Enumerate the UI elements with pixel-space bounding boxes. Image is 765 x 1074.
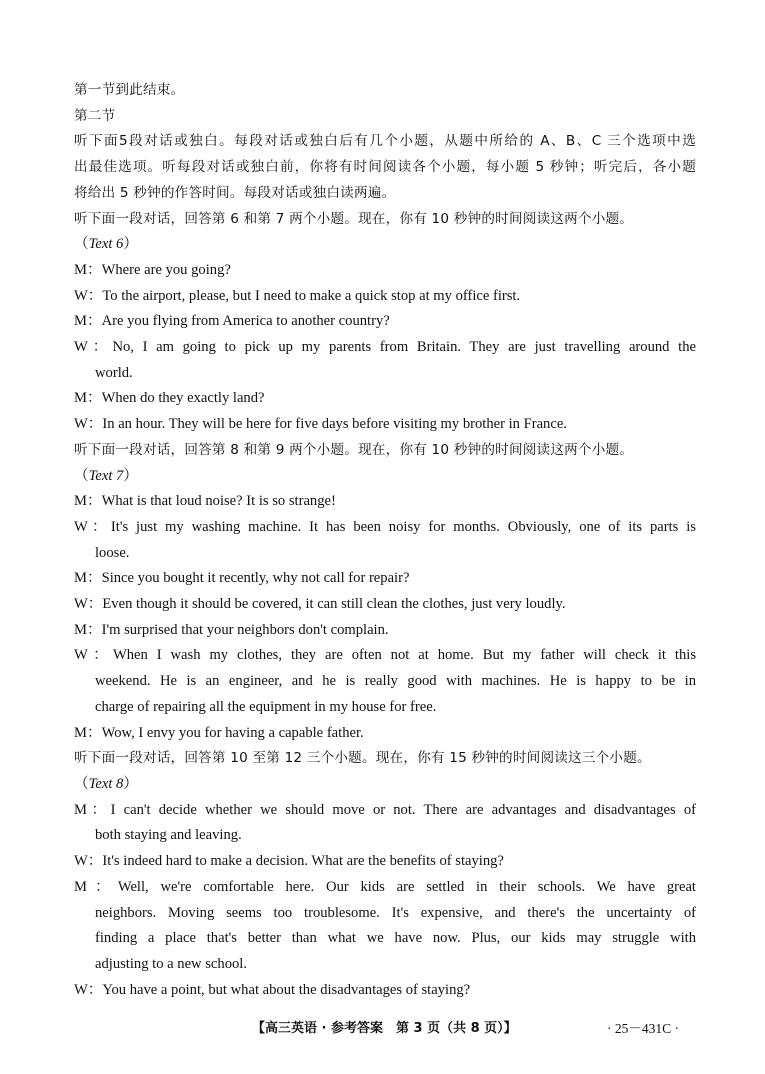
- dialogue-line: [74, 875, 696, 901]
- speaker: M: [74, 878, 87, 895]
- utterance: I'm surprised that your neighbors don't complain.: [101, 621, 389, 638]
- dialogue-line: [74, 412, 696, 438]
- instruction-line-3: 将给出 5 秒钟的作答时间。每段对话或独白读两遍。: [74, 184, 396, 201]
- label-paren-close: ）: [123, 467, 138, 484]
- dialogue-line: [74, 592, 696, 618]
- dialogue-continuation: finding a place that's better than what we have now. Plus, our kids may struggle with: [95, 930, 696, 947]
- speaker: M: [74, 724, 87, 741]
- utterance: It's just my washing machine. It has been noisy for months. Obviously, one of its parts is: [110, 518, 696, 535]
- text6-prompt: 听下面一段对话，回答第 6 和第 7 两个小题。现在，你有 10 秒钟的时间阅读这两个小题。: [74, 210, 634, 227]
- utterance: Wow, I envy you for having a capable father.: [101, 724, 364, 741]
- dialogue-continuation: adjusting to a new school.: [95, 955, 247, 972]
- speaker: M: [74, 313, 87, 330]
- dialogue-line: [74, 618, 696, 644]
- dialogue-line: [74, 643, 696, 669]
- utterance: In an hour. They will be here for five days before visiting my brother in France.: [102, 416, 567, 433]
- utterance: You have a point, but what about the disadvantages of staying?: [102, 981, 471, 998]
- separator: ：: [86, 570, 102, 587]
- footer-page-info: 【高三英语 · 参考答案 第 3 页（共 8 页）】: [252, 1021, 517, 1036]
- dialogue-line: [74, 309, 696, 335]
- dialogue-line: [74, 721, 696, 747]
- separator: ：: [86, 313, 102, 330]
- speaker: M: [74, 261, 87, 278]
- speaker: W: [74, 416, 88, 433]
- instruction-line-1: 听下面5段对话或独白。每段对话或独白后有几个小题，从题中所给的 A、B、C 三个选项中选: [74, 133, 696, 150]
- dialogue-line: [74, 978, 696, 1004]
- separator: ：: [86, 621, 102, 638]
- separator: ：: [87, 596, 103, 613]
- utterance: It's indeed hard to make a decision. What are the benefits of staying?: [102, 853, 504, 870]
- dialogue-line: [74, 489, 696, 515]
- text7-prompt: 听下面一段对话，回答第 8 和第 9 两个小题。现在，你有 10 秒钟的时间阅读这两个小题。: [74, 441, 634, 458]
- separator: ：: [86, 724, 102, 741]
- dialogue-line: [74, 849, 696, 875]
- utterance: Well, we're comfortable here. Our kids are settled in their schools. We have great: [117, 878, 696, 895]
- utterance: Even though it should be covered, it can still clean the clothes, just very loudly.: [102, 596, 566, 613]
- utterance: To the airport, please, but I need to make a quick stop at my office first.: [102, 287, 521, 304]
- label-paren-close: ）: [123, 236, 138, 253]
- text6-label-text: Text 6: [88, 236, 124, 253]
- text8-label: [74, 772, 696, 798]
- text7-label: [74, 464, 696, 490]
- dialogue-line: [74, 798, 696, 824]
- dialogue-line: [74, 515, 696, 541]
- dialogue-continuation: weekend. He is an engineer, and he is really good with machines. He is happy to be in: [95, 673, 696, 690]
- separator: ：: [87, 981, 103, 998]
- separator: ：: [87, 518, 111, 535]
- speaker: M: [74, 801, 87, 818]
- instruction-line-2: 出最佳选项。听每段对话或独白前，你将有时间阅读各个小题，每小题 5 秒钟；听完后，各小题: [74, 159, 696, 176]
- separator: ：: [87, 287, 103, 304]
- speaker: W: [74, 518, 88, 535]
- speaker: W: [74, 596, 88, 613]
- utterance: What is that loud noise? It is so strange!: [101, 493, 336, 510]
- separator: ：: [86, 261, 102, 278]
- section2-title: 第二节: [74, 107, 116, 124]
- speaker: W: [74, 981, 88, 998]
- separator: ：: [87, 853, 103, 870]
- speaker: M: [74, 621, 87, 638]
- separator: ：: [86, 493, 102, 510]
- separator: ：: [87, 647, 113, 664]
- speaker: W: [74, 339, 88, 356]
- utterance: No, I am going to pick up my parents from Britain. They are just travelling around the: [112, 339, 696, 356]
- dialogue-line: [74, 386, 696, 412]
- dialogue-line: [74, 284, 696, 310]
- label-paren-open: （: [74, 236, 89, 253]
- speaker: M: [74, 493, 87, 510]
- utterance: I can't decide whether we should move or not. There are advantages and disadvantages of: [110, 801, 696, 818]
- separator: ：: [86, 801, 111, 818]
- text8-label-text: Text 8: [88, 775, 124, 792]
- section1-end-line: 第一节到此结束。: [74, 82, 185, 98]
- speaker: W: [74, 853, 88, 870]
- speaker: M: [74, 570, 87, 587]
- separator: ：: [86, 390, 102, 407]
- utterance: Where are you going?: [101, 261, 231, 278]
- document-body: [74, 78, 696, 1003]
- footer-exam-code: · 25－431C ·: [607, 1021, 679, 1036]
- page-footer: [0, 1014, 765, 1038]
- utterance: Since you bought it recently, why not call for repair?: [101, 570, 410, 587]
- separator: ：: [87, 416, 103, 433]
- utterance: When I wash my clothes, they are often not at home. But my father will check it this: [112, 647, 696, 664]
- dialogue-continuation: charge of repairing all the equipment in my house for free.: [95, 698, 437, 715]
- speaker: W: [74, 647, 88, 664]
- dialogue-continuation: loose.: [95, 544, 130, 561]
- dialogue-continuation: both staying and leaving.: [95, 827, 242, 844]
- separator: ：: [87, 339, 113, 356]
- utterance: Are you flying from America to another country?: [101, 313, 390, 330]
- speaker: W: [74, 287, 88, 304]
- separator: ：: [86, 878, 118, 895]
- dialogue-line: [74, 335, 696, 361]
- dialogue-continuation: world.: [95, 364, 133, 381]
- label-paren-open: （: [74, 467, 89, 484]
- dialogue-continuation: neighbors. Moving seems too troublesome. It's expensive, and there's the uncertainty of: [95, 904, 696, 921]
- speaker: M: [74, 390, 87, 407]
- utterance: When do they exactly land?: [101, 390, 265, 407]
- label-paren-open: （: [74, 775, 89, 792]
- dialogue-line: [74, 258, 696, 284]
- dialogue-line: [74, 566, 696, 592]
- text6-label: [74, 232, 696, 258]
- text8-prompt: 听下面一段对话，回答第 10 至第 12 三个小题。现在，你有 15 秒钟的时间阅读这三个小题。: [74, 750, 651, 767]
- text7-label-text: Text 7: [88, 467, 124, 484]
- label-paren-close: ）: [123, 775, 138, 792]
